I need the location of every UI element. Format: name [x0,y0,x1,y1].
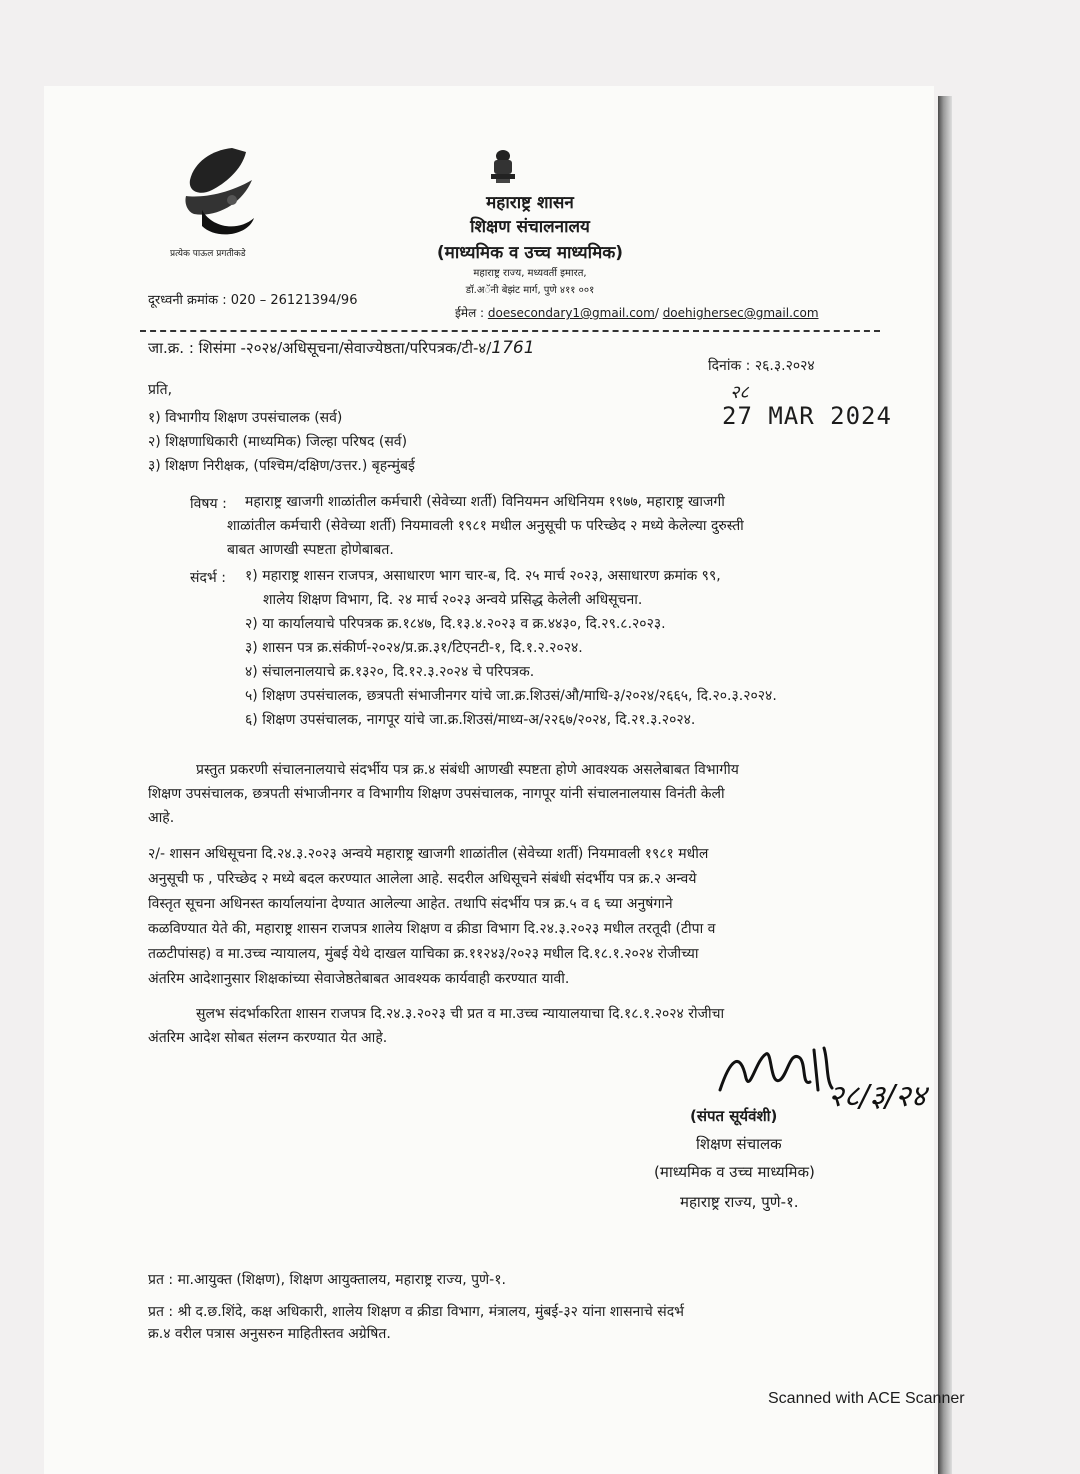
paragraph-1 [148,758,739,830]
signature-date-text: २८/३/२४ [828,1079,927,1114]
subject-line: बाबत आणखी स्पष्टता होणेबाबत. [227,542,394,558]
paragraph-line: शिक्षण उपसंचालक, छत्रपती संभाजीनगर व विभागीय शिक्षण उपसंचालक, नागपूर यांनी संचालनालयास विनंती केली [148,786,725,802]
reference-item: ६) शिक्षण उपसंचालक, नागपूर यांचे जा.क्र.शिउसं/माध्य-अ/२२६७/२०२४, दि.२१.३.२०२४. [245,712,696,728]
header-division: (माध्यमिक व उच्च माध्यमिक) [436,243,624,263]
paragraph-line: अंतरिम आदेश सोबत संलग्न करण्यात येत आहे. [148,1030,388,1046]
paragraph-line: अंतरिम आदेशानुसार शिक्षकांच्या सेवाजेष्ठतेबाबत आवश्यक कार्यवाही करण्यात यावी. [148,971,570,987]
subject-block [227,490,744,562]
recipient-item: २) शिक्षणाधिकारी (माध्यमिक) जिल्हा परिषद (सर्व) [148,434,408,450]
reference-item: २) या कार्यालयाचे परिपत्रक क्र.१८४७, दि.१३.४.२०२३ व क्र.४४३०, दि.२९.८.२०२३. [245,616,666,632]
header-divider [140,330,880,332]
subject-label: विषय : [190,496,227,512]
email-link-2[interactable]: doehighersec@gmail.com [662,306,819,320]
references-block [245,564,777,732]
paragraph-line: आहे. [148,810,175,826]
copy-line: क्र.४ वरील पत्रास अनुसरुन माहितीस्तव अग्रेषित. [148,1326,391,1342]
paragraph-3 [148,1002,724,1050]
reference-item: ३) शासन पत्र क्र.संकीर्ण-२०२४/प्र.क्र.३१/टिएनटी-१, दि.१.२.२०२४. [245,640,583,656]
paragraph-line: अनुसूची फ , परिच्छेद २ मध्ये बदल करण्यात आलेला आहे. सदरील अधिसूचने संबंधी संदर्भीय पत्र क्र.२ अन्वये [148,871,697,887]
paragraph-line: विस्तृत सूचना अधिनस्त कार्यालयांना देण्यात आलेल्या आहेत. तथापि संदर्भीय पत्र क्र.५ व ६ च्या अनुषंगाने [148,896,673,912]
signatory-division: (माध्यमिक व उच्च माध्यमिक) [654,1163,815,1181]
paragraph-line: तळटीपांसह) व मा.उच्च न्यायालय, मुंबई येथे दाखल याचिका क्र.११२४३/२०२३ मधील दि.१८.१.२०२४ रोजीच्या [148,946,699,962]
reference-item: १) महाराष्ट्र शासन राजपत्र, असाधारण भाग चार-ब, दि. २५ मार्च २०२३, असाधारण क्रमांक ९९, [245,568,721,584]
reference-text: जा.क्र. : शिसंमा -२०२४/अधिसूचना/सेवाज्येष्ठता/परिपत्रक/टी-४/ [148,339,492,357]
signatory-name: (संपत सूर्यवंशी) [690,1107,778,1125]
paragraph-line: सुलभ संदर्भाकरिता शासन राजपत्र दि.२४.३.२०२३ ची प्रत व मा.उच्च न्यायालयाचा दि.१८.१.२०२४ रोजीचा [196,1006,725,1022]
copy-line: प्रत : मा.आयुक्त (शिक्षण), शिक्षण आयुक्तालय, महाराष्ट्र राज्य, पुणे-१. [148,1272,506,1288]
signatory-designation: शिक्षण संचालक [696,1135,782,1153]
email-link-1[interactable]: doesecondary1@gmail.com [487,306,655,320]
header-phone: दूरध्वनी क्रमांक : 020 – 26121394/96 [148,293,358,308]
logo-caption: प्रत्येक पाऊल प्रगतीकडे [170,249,246,259]
subject-line: महाराष्ट्र खाजगी शाळांतील कर्मचारी (सेवेच्या शर्ती) विनियमन अधिनियम १९७७, महाराष्ट्र खाजगी [245,494,725,510]
paragraph-line: २/- शासन अधिसूचना दि.२४.३.२०२३ अन्वये महाराष्ट्र खाजगी शाळांतील (सेवेच्या शर्ती) नियमावली १९८१ मधील [148,846,709,862]
scanner-watermark: Scanned with ACE Scanner [768,1390,965,1407]
recipient-item: ३) शिक्षण निरीक्षक, (पश्चिम/दक्षिण/उत्तर.) बृहन्मुंबई [148,458,415,474]
recipients-label: प्रति, [148,382,173,398]
letter-date: दिनांक : २६.३.२०२४ [708,358,815,374]
paragraph-line: कळविण्यात येते की, महाराष्ट्र शासन राजपत्र शालेय शिक्षण व क्रीडा विभाग दि.२४.३.२०२३ मधील तरतूदी (टीपा व [148,921,716,937]
copy-line: प्रत : श्री द.छ.शिंदे, कक्ष अधिकारी, शालेय शिक्षण व क्रीडा विभाग, मंत्रालय, मुंबई-३२ यांना शासनाचे संदर्भ [148,1304,685,1320]
reference-item: ४) संचालनालयाचे क्र.१३२०, दि.१२.३.२०२४ चे परिपत्रक. [245,664,535,680]
paragraph-line: प्रस्तुत प्रकरणी संचालनालयाचे संदर्भीय पत्र क्र.४ संबंधी आणखी स्पष्टता होणे आवश्यक असलेबाबत विभागीय [196,762,739,778]
recipient-item: १) विभागीय शिक्षण उपसंचालक (सर्व) [148,410,343,426]
signature-date-handwritten [826,1062,966,1122]
reference-handwritten-number: 1761 [491,338,535,358]
header-email: ईमेल : doesecondary1@gmail.com/ doehighersec@gmail.com [455,306,819,320]
page-edge-shadow [938,96,952,1474]
header-address-line2: डॉ.अॅनी बेझंट मार्ग, पुणे ४११ ००१ [465,285,595,296]
header-directorate: शिक्षण संचालनालय [470,217,590,237]
received-date-stamp: 27 MAR 2024 [722,402,892,430]
paragraph-2 [148,842,715,992]
reference-item: शालेय शिक्षण विभाग, दि. २४ मार्च २०२३ अन्वये प्रसिद्ध केलेली अधिसूचना. [263,592,643,608]
national-emblem-icon [486,148,520,184]
header-address-line1: महाराष्ट्र राज्य, मध्यवर्ती इमारत, [473,268,587,279]
references-label: संदर्भ : [190,570,226,586]
reference-number [148,338,535,358]
department-logo [172,140,272,240]
reference-item: ५) शिक्षण उपसंचालक, छत्रपती संभाजीनगर यांचे जा.क्र.शिउसं/औ/माधि-३/२०२४/२६६५, दि.२०.३.२०२४. [245,688,777,704]
handwritten-date: २८ [730,382,749,403]
header-government: महाराष्ट्र शासन [486,193,574,213]
subject-line: शाळांतील कर्मचारी (सेवेच्या शर्ती) नियमावली १९८१ मधील अनुसूची फ परिच्छेद २ मध्ये केलेल्या दुरुस्ती [227,518,744,534]
signatory-location: महाराष्ट्र राज्य, पुणे-१. [680,1193,799,1211]
email-label: ईमेल : [455,306,485,320]
